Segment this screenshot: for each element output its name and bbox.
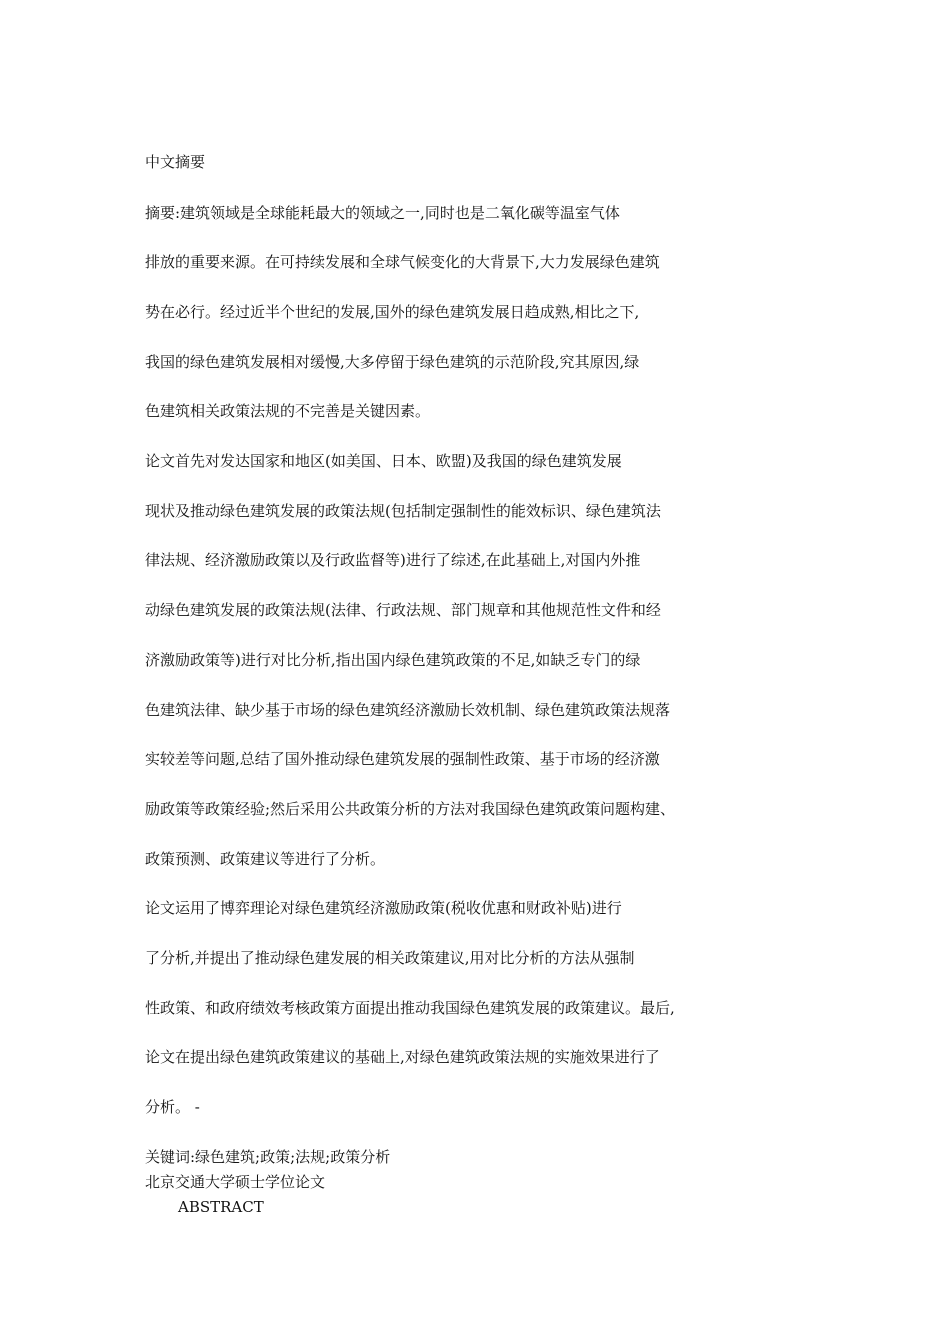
abstract-line: 性政策、和政府绩效考核政策方面提出推动我国绿色建筑发展的政策建议。最后,	[145, 999, 675, 1017]
abstract-line: 论文运用了博弈理论对绿色建筑经济激励政策(税收优惠和财政补贴)进行	[145, 899, 622, 917]
abstract-line: 律法规、经济激励政策以及行政监督等)进行了综述,在此基础上,对国内外推	[145, 551, 641, 569]
abstract-line: 动绿色建筑发展的政策法规(法律、行政法规、部门规章和其他规范性文件和经	[145, 601, 661, 619]
abstract-line: 励政策等政策经验;然后采用公共政策分析的方法对我国绿色建筑政策问题构建、	[145, 800, 676, 818]
abstract-line: 摘要:建筑领域是全球能耗最大的领域之一,同时也是二氧化碳等温室气体	[145, 204, 620, 222]
abstract-line: 论文在提出绿色建筑政策建议的基础上,对绿色建筑政策法规的实施效果进行了	[145, 1048, 660, 1066]
abstract-line: 排放的重要来源。在可持续发展和全球气候变化的大背景下,大力发展绿色建筑	[145, 253, 660, 271]
section-title: 中文摘要	[145, 153, 206, 171]
university-line: 北京交通大学硕士学位论文	[145, 1173, 326, 1191]
abstract-line: 现状及推动绿色建筑发展的政策法规(包括制定强制性的能效标识、绿色建筑法	[145, 502, 661, 520]
keywords-line: 关键词:绿色建筑;政策;法规;政策分析	[145, 1148, 391, 1166]
abstract-line: 济激励政策等)进行对比分析,指出国内绿色建筑政策的不足,如缺乏专门的绿	[145, 651, 641, 669]
abstract-heading: ABSTRACT	[178, 1198, 264, 1216]
abstract-line: 了分析,并提出了推动绿色建发展的相关政策建议,用对比分析的方法从强制	[145, 949, 635, 967]
abstract-line: 论文首先对发达国家和地区(如美国、日本、欧盟)及我国的绿色建筑发展	[145, 452, 622, 470]
abstract-line: 色建筑相关政策法规的不完善是关键因素。	[145, 402, 431, 420]
abstract-line: 分析。 -	[145, 1098, 200, 1116]
abstract-line: 实较差等问题,总结了国外推动绿色建筑发展的强制性政策、基于市场的经济激	[145, 750, 660, 768]
abstract-line: 我国的绿色建筑发展相对缓慢,大多停留于绿色建筑的示范阶段,究其原因,绿	[145, 353, 640, 371]
abstract-line: 政策预测、政策建议等进行了分析。	[145, 850, 386, 868]
abstract-line: 色建筑法律、缺少基于市场的绿色建筑经济激励长效机制、绿色建筑政策法规落	[145, 701, 671, 719]
abstract-line: 势在必行。经过近半个世纪的发展,国外的绿色建筑发展日趋成熟,相比之下,	[145, 303, 640, 321]
